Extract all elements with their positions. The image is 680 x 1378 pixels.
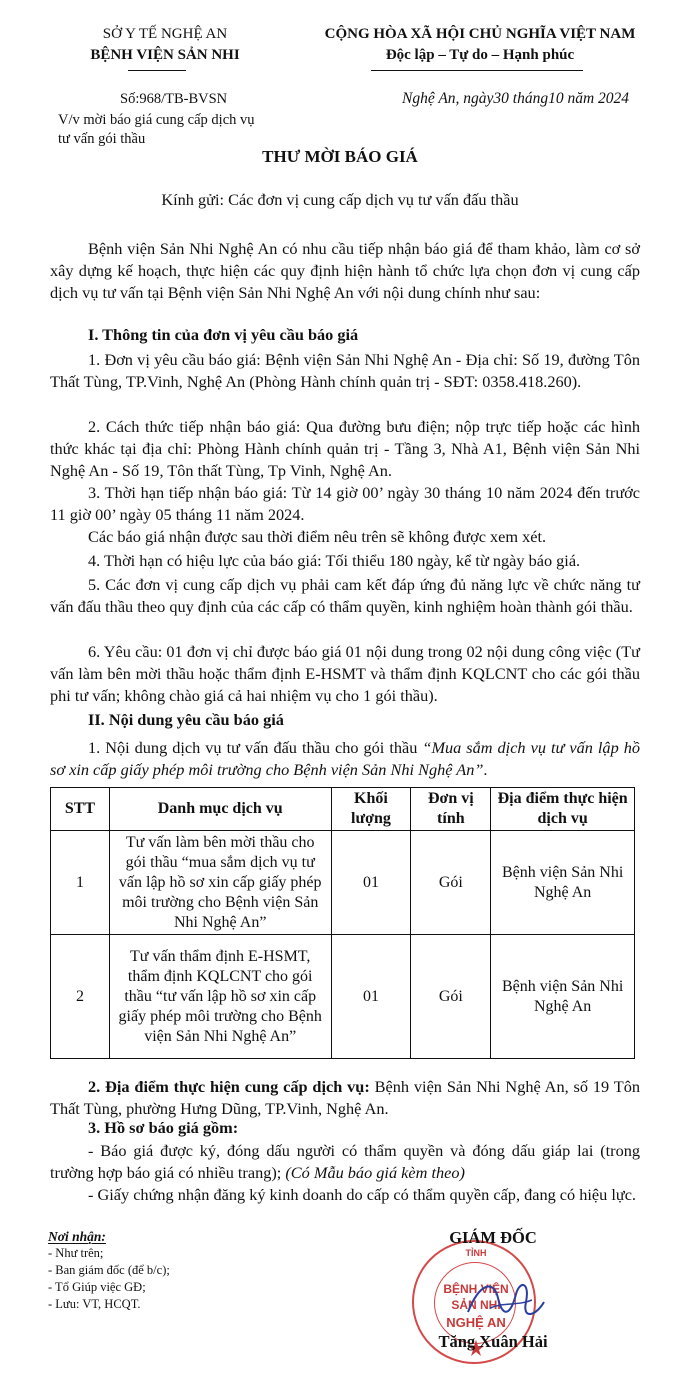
stamp-line-1: BỆNH VIỆN: [443, 1282, 509, 1296]
doc-subject: [58, 111, 255, 149]
signer-name: Tăng Xuân Hải: [438, 1332, 548, 1351]
row-unit: Gói: [411, 831, 491, 935]
section-1-note: Các báo giá nhận được sau thời điểm nêu trên sẽ không được xem xét.: [88, 527, 547, 546]
subject-line-2: tư vấn gói thầu: [58, 131, 146, 147]
section-1-item-1: 1. Đơn vị yêu cầu báo giá: Bệnh viện Sản Nhi Nghệ An - Địa chỉ: Số 19, đường Tôn Thất Tùng, TP.Vinh, Nghệ An (Phòng Hành chính quản trị - SĐT: 0358.418.260).: [50, 350, 640, 391]
item-2-label: 2. Địa điểm thực hiện cung cấp dịch vụ:: [88, 1077, 370, 1096]
page-title: THƯ MỜI BÁO GIÁ: [262, 147, 418, 166]
section-2-item-3-line-2: - Giấy chứng nhận đăng ký kinh doanh do cấp có thẩm quyền cấp, đang có hiệu lực.: [88, 1185, 636, 1204]
col-unit: Đơn vị tính: [411, 788, 491, 831]
stamp-line-3: NGHỆ AN: [446, 1315, 506, 1330]
recipient-item: - Tổ Giúp việc GĐ;: [48, 1280, 146, 1294]
table-row: [51, 831, 635, 935]
section-1-item-4: 4. Thời hạn có hiệu lực của báo giá: Tối thiểu 180 ngày, kể từ ngày báo giá.: [88, 551, 581, 570]
stamp-line-2: SẢN NHI: [451, 1298, 501, 1312]
place-date: Nghệ An, ngày30 tháng10 năm 2024: [402, 90, 630, 107]
col-quantity: Khối lượng: [331, 788, 411, 831]
section-2-item-1: [50, 737, 640, 781]
recipients-block: [48, 1228, 308, 1313]
col-location: Địa điểm thực hiện dịch vụ: [491, 788, 635, 831]
subject-line-1: V/v mời báo giá cung cấp dịch vụ: [58, 112, 255, 128]
section-2-item-2: [50, 1076, 640, 1120]
org-underline: [128, 70, 186, 71]
section-2-item-3-line-1: [50, 1140, 640, 1184]
line-1-text: - Báo giá được ký, đóng dấu người có thẩm quyền và đóng dấu giáp lai (trong trường hợp báo giá có nhiều trang);: [50, 1141, 640, 1182]
recipients-heading: Nơi nhận:: [48, 1229, 106, 1244]
motto: Độc lập – Tự do – Hạnh phúc: [385, 47, 575, 63]
row-unit: Gói: [411, 935, 491, 1059]
service-table: [50, 787, 635, 1059]
section-1-item-2: 2. Cách thức tiếp nhận báo giá: Qua đường bưu điện; nộp trực tiếp hoặc các hình thức khác tại địa chỉ: Phòng Hành chính quản trị - Tầng 3, Nhà A1, Bệnh viện Sản Nhi Nghệ An - Số 19, Tôn thất Tùng, Tp Vinh, Nghệ An.: [50, 417, 640, 480]
row-stt: 2: [51, 935, 110, 1059]
table-header-row: [51, 788, 635, 831]
stamp-top-text: TỈNH: [465, 1248, 487, 1258]
row-service: Tư vấn thẩm định E-HSMT, thẩm định KQLCNT cho gói thầu “tư vấn lập hồ sơ xin cấp giấy phép môi trường cho Bệnh viện Sản Nhi Nghệ An”: [109, 935, 331, 1059]
header-right: [300, 24, 660, 66]
row-service: Tư vấn làm bên mời thầu cho gói thầu “mua sắm dịch vụ tư vấn lập hồ sơ xin cấp giấy phép môi trường cho Bệnh viện Sản Nhi Nghệ An”: [109, 831, 331, 935]
item-2-text: Bệnh viện Sản Nhi Nghệ An, số 19 Tôn Thất Tùng, phường Hưng Dũng, TP.Vinh, Nghệ An.: [50, 1077, 640, 1118]
motto-underline: [371, 70, 583, 71]
section-1-item-6: 6. Yêu cầu: 01 đơn vị chỉ được báo giá 01 nội dung trong 02 nội dung công việc (Tư vấn làm bên mời thầu hoặc thẩm định E-HSMT và thẩm định KQLCNT cho các gói thầu phi tư vấn; không chào giá cả hai nhiệm vụ cho 1 gói thầu).: [50, 642, 640, 705]
section-1-heading: I. Thông tin của đơn vị yêu cầu báo giá: [88, 325, 359, 344]
header-left: [40, 24, 290, 66]
signer-role: GIÁM ĐỐC: [449, 1228, 537, 1247]
greeting: Kính gửi: Các đơn vị cung cấp dịch vụ tư vấn đấu thầu: [161, 190, 519, 209]
item-1-prefix: 1. Nội dung dịch vụ tư vấn đấu thầu cho gói thầu: [88, 738, 423, 757]
intro-paragraph: Bệnh viện Sản Nhi Nghệ An có nhu cầu tiếp nhận báo giá để tham khảo, làm cơ sở xây dựng kế hoạch, thực hiện các quy định hiện hành tổ chức lựa chọn đơn vị cung cấp dịch vụ tư vấn tại Bệnh viện Sản Nhi Nghệ An với nội dung chính như sau:: [50, 239, 640, 302]
section-1-item-5: 5. Các đơn vị cung cấp dịch vụ phải cam kết đáp ứng đủ năng lực về chức năng tư vấn đấu thầu theo quy định của các cấp có thẩm quyền, kinh nghiệm hoàn thành gói thầu.: [50, 575, 640, 616]
row-quantity: 01: [331, 935, 411, 1059]
row-quantity: 01: [331, 831, 411, 935]
country-name: CỘNG HÒA XÃ HỘI CHỦ NGHĨA VIỆT NAM: [324, 26, 636, 42]
row-stt: 1: [51, 831, 110, 935]
col-service: Danh mục dịch vụ: [109, 788, 331, 831]
recipient-item: - Lưu: VT, HCQT.: [48, 1297, 141, 1311]
section-2-item-3-heading: 3. Hồ sơ báo giá gồm:: [88, 1118, 239, 1137]
item-1-suffix: .: [483, 760, 488, 779]
recipient-item: - Ban giám đốc (để b/c);: [48, 1263, 170, 1277]
package-name: “Mua sắm dịch vụ tư vấn lập hồ sơ xin cấp giấy phép môi trường cho Bệnh viện Sản Nhi Nghệ An”: [50, 738, 640, 779]
handwritten-signature: [460, 1272, 550, 1332]
org-name: BỆNH VIỆN SẢN NHI: [90, 47, 240, 63]
table-row: [51, 935, 635, 1059]
section-1-item-3: 3. Thời hạn tiếp nhận báo giá: Từ 14 giờ 00’ ngày 30 tháng 10 năm 2024 đến trước 11 giờ 00’ ngày 05 tháng 11 năm 2024.: [50, 483, 640, 524]
doc-number: Số:968/TB-BVSN: [120, 91, 228, 107]
recipient-item: - Như trên;: [48, 1246, 104, 1260]
row-location: Bệnh viện Sản Nhi Nghệ An: [491, 831, 635, 935]
col-stt: STT: [51, 788, 110, 831]
line-1-note: (Có Mẫu báo giá kèm theo): [285, 1163, 465, 1182]
org-parent: SỞ Y TẾ NGHỆ AN: [102, 26, 228, 42]
section-2-heading: II. Nội dung yêu cầu báo giá: [88, 710, 284, 729]
row-location: Bệnh viện Sản Nhi Nghệ An: [491, 935, 635, 1059]
